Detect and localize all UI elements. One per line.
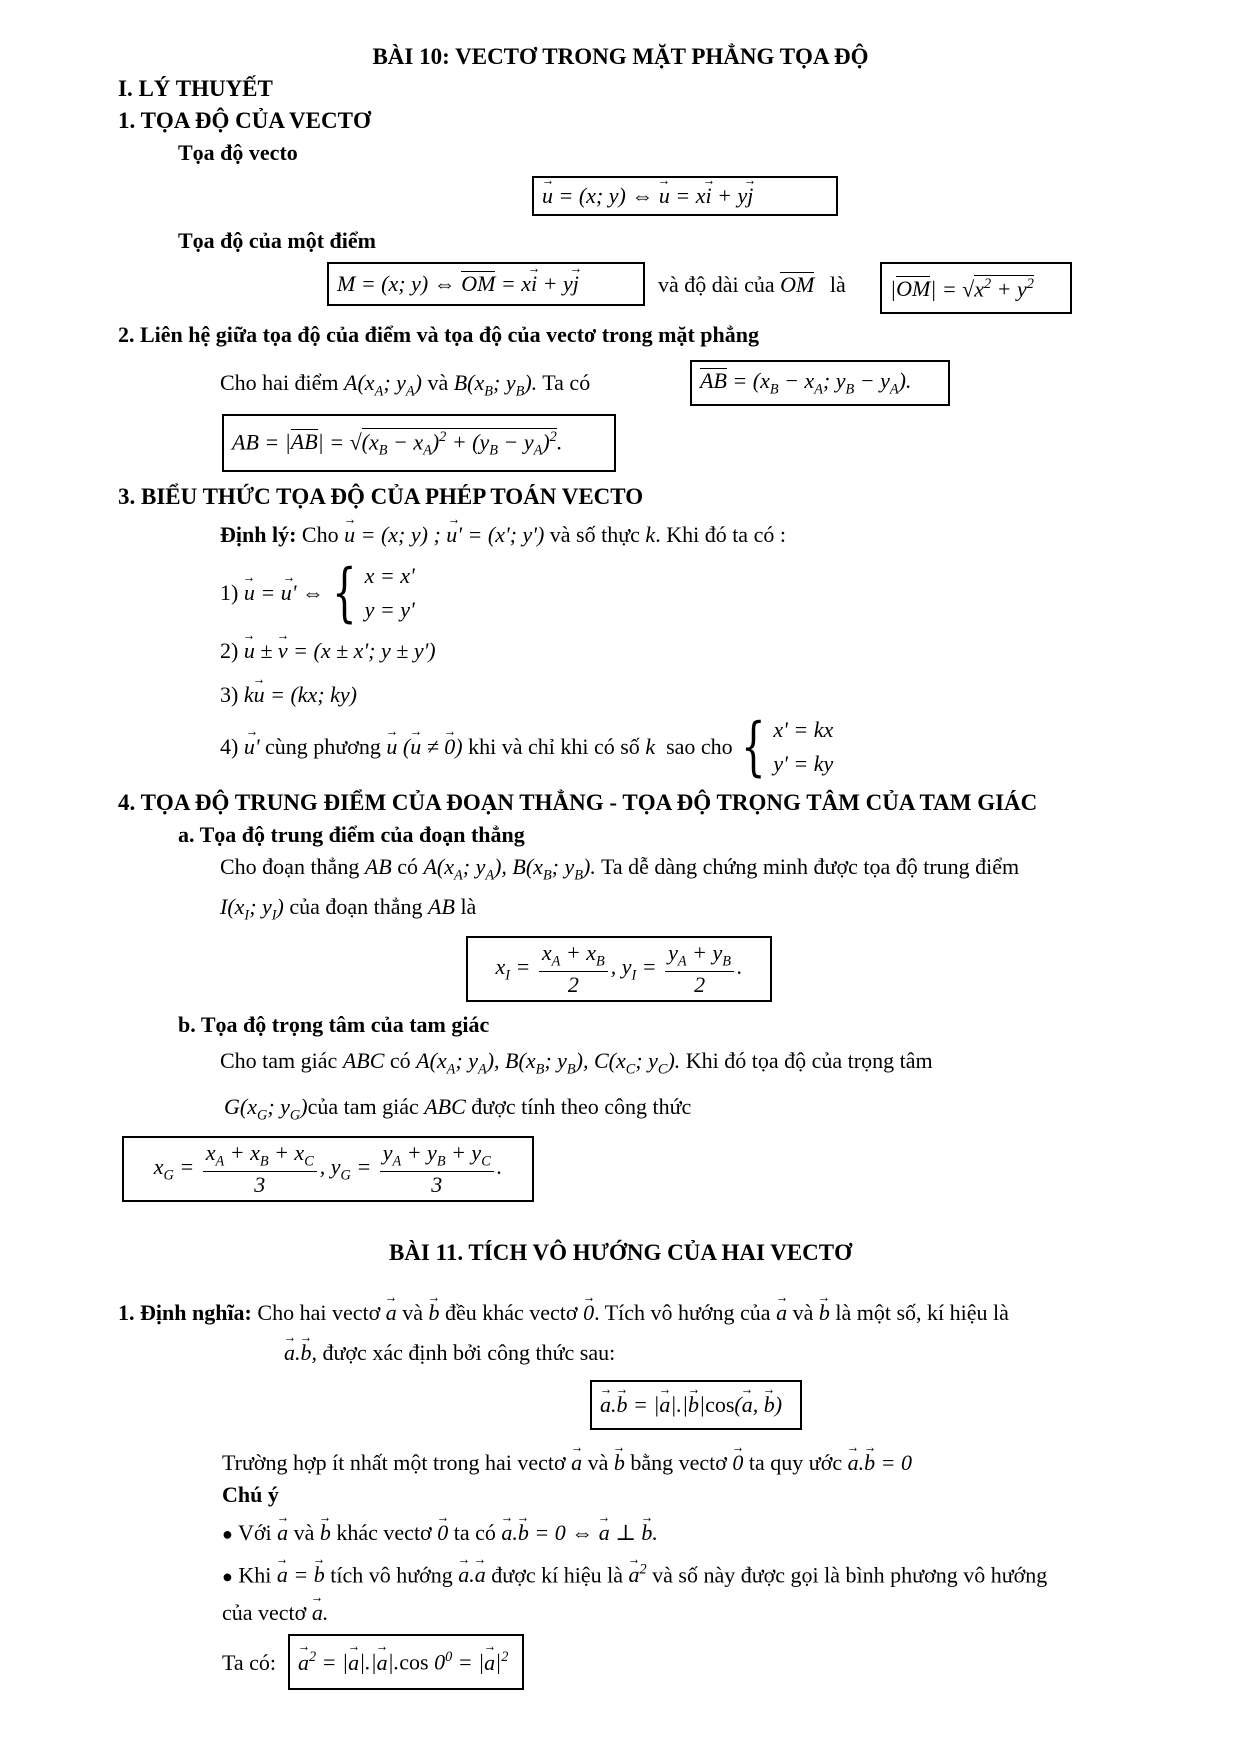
item-4: 4) → u' cùng phương → u (→ u ≠ → 0) khi và chỉ khi có số k sao cho { x' = kx y' = ky — [220, 712, 833, 782]
subheading-trong-tam: b. Tọa độ trọng tâm của tam giác — [178, 1012, 490, 1037]
text-ta-co: Ta có: — [222, 1650, 277, 1675]
formula-box-vector-coord: → u = (x; y) ⇔ → u = x→ i + y→ j — [532, 176, 838, 216]
formula-box-trung-diem: $x_I$ = $\frac{x_A + x_B}{2}$ , $y_I$ = $\frac{y_A + y_B}{2}$ . — [466, 936, 772, 1002]
section-toa-do-vecto: 1. TỌA ĐỘ CỦA VECTƠ — [118, 108, 371, 133]
text-dinh-nghia-1: 1. Định nghĩa: Cho hai vectơ → a và → b đều khác vectơ → 0. Tích vô hướng của → a và → b là một số, kí hiệu là — [118, 1300, 1009, 1325]
item-3: 3) k→ u = (kx; ky) — [220, 682, 357, 707]
formula-box-ab-length: AB = $|AB| = √(x_B - x_A)^2 + (y_B - y_A)^2$. — [222, 414, 616, 472]
text-cho-hai-diem: Cho hai điểm $A(x_A$; $y_A$) và $B(x_B$; $y_B$). Ta có — [220, 370, 591, 400]
section-ly-thuyet: I. LÝ THUYẾT — [118, 76, 273, 101]
title-bai11: BÀI 11. TÍCH VÔ HƯỚNG CỦA HAI VECTƠ — [388, 1240, 853, 1265]
formula-box-dot-product: → a.→ b = |→ a|.|→ b|cos(→ a, → b) — [590, 1380, 802, 1430]
subheading-trung-diem: a. Tọa độ trung điểm của đoạn thẳng — [178, 822, 525, 847]
note-1: ● Với → a và → b khác vectơ → 0 ta có → a.→ b = 0 ⇔ → a ⊥ → b. — [222, 1520, 658, 1545]
title-bai10: BÀI 10: VECTƠ TRONG MẶT PHẲNG TỌA ĐỘ — [372, 44, 869, 69]
text-trong-tam-1: Cho tam giác ABC có $A(x_A$; $y_A$), $B(x_B$; $y_B$), $C(x_C$; $y_C$). Khi đó tọa độ của trọng tâm — [220, 1048, 933, 1078]
section-lien-he: 2. Liên hệ giữa tọa độ của điểm và tọa độ của vectơ trong mặt phẳng — [118, 322, 759, 347]
heading-chu-y: Chú ý — [222, 1482, 279, 1507]
item-1: 1) → u = → u' ⇔ { x = x' y = y' — [220, 558, 415, 628]
text-trung-diem-2: $I(x_I$; $y_I$) của đoạn thẳng AB là — [220, 894, 477, 924]
item-2: 2) → u ± → v = (x ± x'; y ± y') — [220, 638, 436, 663]
formula-box-om-length: $|OM| = √x^2 + y^2$ — [880, 262, 1072, 314]
text-dinh-nghia-2: → a.→ b, được xác định bởi công thức sau: — [284, 1340, 615, 1365]
note-2-cont: của vectơ → a. — [222, 1600, 328, 1625]
section-bieu-thuc: 3. BIỂU THỨC TỌA ĐỘ CỦA PHÉP TOÁN VECTO — [118, 484, 644, 509]
text-trong-tam-2: $G(x_G$; $y_G)của$ tam giác ABC được tính theo công thức — [224, 1094, 692, 1124]
formula-box-ab-vector: AB = ($x_B - x_A$; $y_B - y_A$). — [690, 360, 950, 406]
note-2: ● Khi → a = → b tích vô hướng → a.→ a được kí hiệu là → $a^2$ và số này được gọi là bình phương vô hướng — [222, 1562, 1047, 1588]
text-do-dai: và độ dài của OM là — [658, 272, 846, 297]
formula-box-trong-tam: $x_G$ = $\frac{x_A + x_B + x_C}{3}$ , $y_G$ = $\frac{y_A + y_B + y_C}{3}$ . — [122, 1136, 534, 1202]
text-dinh-ly: Định lý: Cho → u = (x; y) ; → u' = (x'; y') và số thực k. Khi đó ta có : — [220, 522, 786, 547]
subheading-toa-do-vecto: Tọa độ vecto — [178, 140, 298, 165]
text-truong-hop: Trường hợp ít nhất một trong hai vectơ → a và → b bằng vectơ → 0 ta quy ước → a.→ b = 0 — [222, 1450, 912, 1475]
section-trung-diem-trong-tam: 4. TỌA ĐỘ TRUNG ĐIỂM CỦA ĐOẠN THẲNG - TỌA ĐỘ TRỌNG TÂM CỦA TAM GIÁC — [118, 790, 1038, 815]
subheading-toa-do-diem: Tọa độ của một điểm — [178, 228, 376, 253]
text-trung-diem-1: Cho đoạn thẳng AB có $A(x_A$; $y_A$), $B(x_B$; $y_B$). Ta dễ dàng chứng minh được tọa độ trung điểm — [220, 854, 1020, 884]
formula-box-scalar-square: → $a^2$ = |→ a|.|→ a|.cos $0^0$ = |→ $a|^2$ — [288, 1634, 524, 1690]
formula-box-point-coord: M = (x; y) ⇔ OM = x→ i + y→ j — [327, 262, 645, 306]
